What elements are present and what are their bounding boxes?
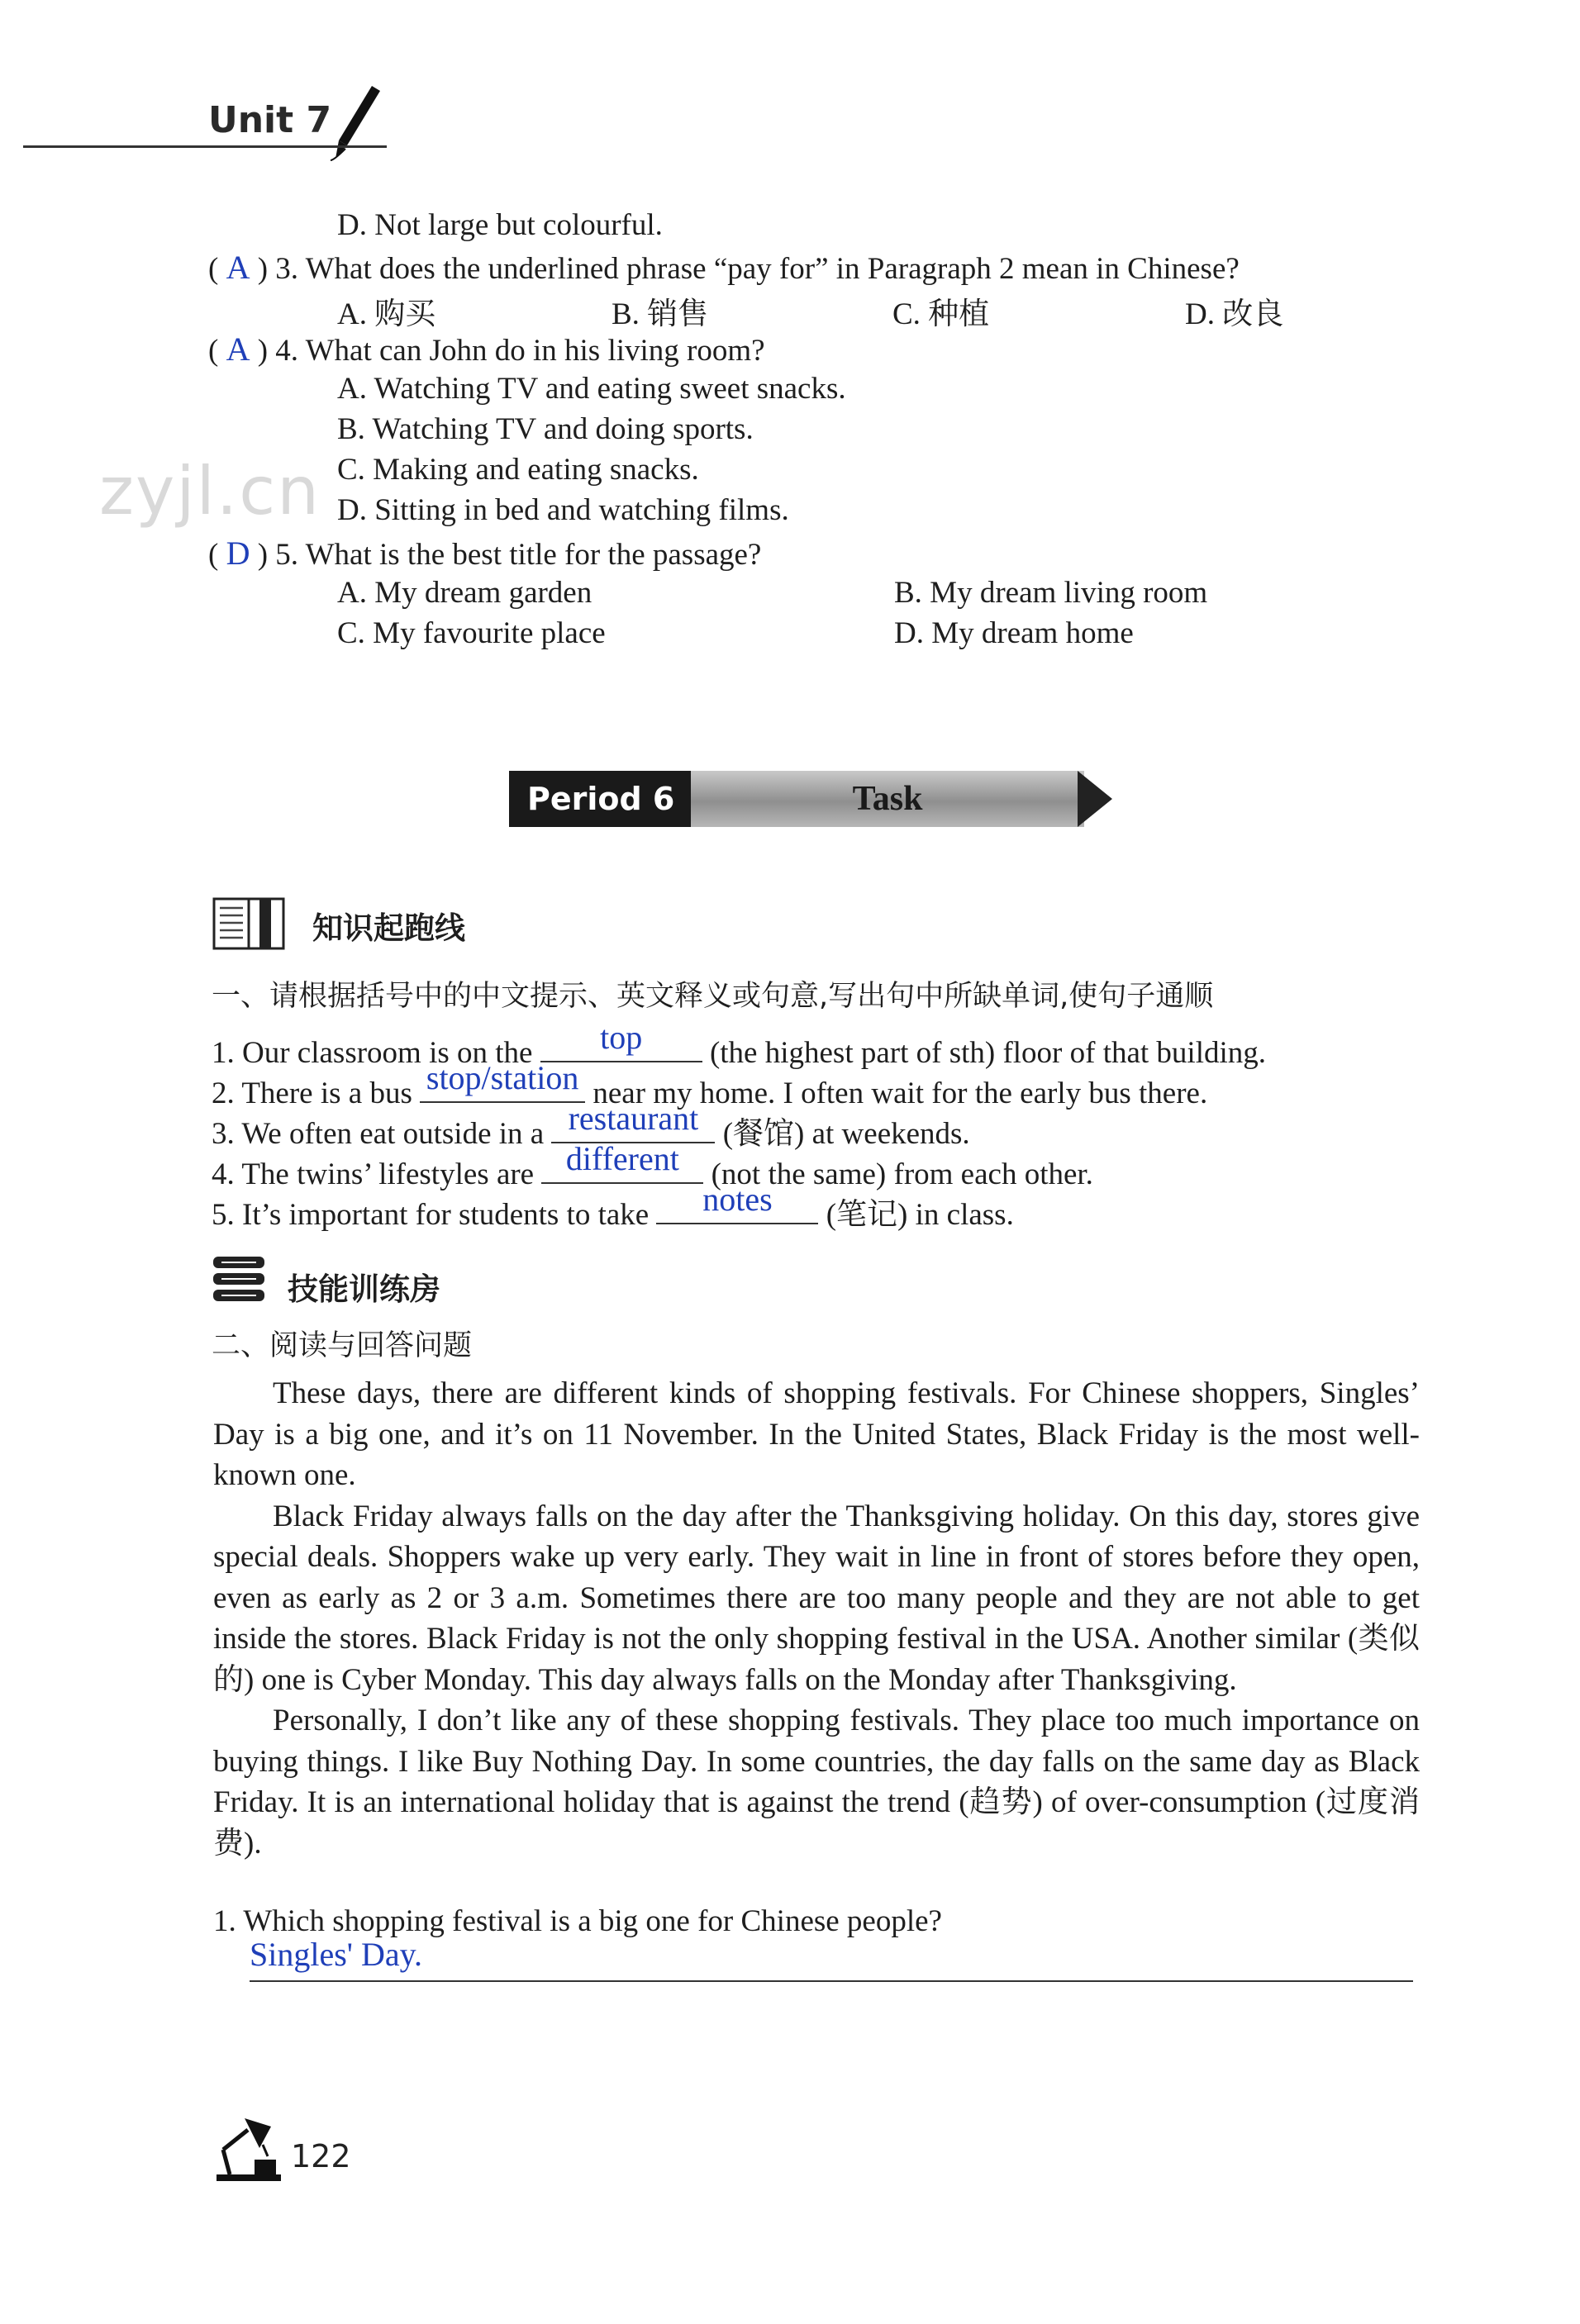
option-a: A. My dream garden — [337, 576, 592, 610]
option-b: B. My dream living room — [894, 576, 1208, 610]
option-c: C. 种植 — [892, 297, 990, 331]
question-text-end: ” in Paragraph 2 mean in Chinese? — [815, 252, 1240, 286]
section-heading: 技能训练房 — [288, 1271, 440, 1307]
fill-text: (笔记) in class. — [818, 1198, 1014, 1232]
book-icon — [212, 895, 286, 953]
option-d: D. Sitting in bed and watching films. — [337, 493, 789, 527]
fill-blank — [656, 1181, 818, 1224]
period-title: Task — [691, 771, 1084, 827]
fill-text: near my home. I often wait for the early bus there. — [585, 1076, 1208, 1110]
underlined-phrase: pay for — [727, 252, 816, 286]
answer-paren-close: ) — [250, 538, 276, 572]
question-5 — [208, 534, 761, 573]
passage-paragraph: Personally, I don’t like any of these shopping festivals. They place too much importance on buying things. I like Buy Nothing Day. In some countries, the day falls on the same day as Black Friday. It is an international holiday that is against the trend (趋势) of over-consumption (过度消费). — [213, 1704, 1420, 1861]
fill-text: (the highest part of sth) floor of that building. — [702, 1036, 1267, 1070]
answer-paren-open: ( — [208, 252, 226, 286]
fill-answer: different — [565, 1140, 679, 1177]
option-b: B. Watching TV and doing sports. — [337, 412, 754, 446]
prev-option-d: D. Not large but colourful. — [337, 208, 663, 242]
option-b: B. 销售 — [612, 297, 709, 331]
fill-blank — [541, 1140, 703, 1184]
books-stack-icon — [212, 1253, 266, 1305]
fill-text: (not the same) from each other. — [703, 1157, 1093, 1191]
section-instruction: 一、请根据括号中的中文提示、英文释义或句意,写出句中所缺单词,使句子通顺 — [212, 980, 1214, 1013]
answer-paren-close: ) — [250, 252, 276, 286]
section-instruction: 二、阅读与回答问题 — [212, 1329, 473, 1362]
passage-paragraph: Black Friday always falls on the day after the Thanksgiving holiday. On this day, stores give special deals. Shoppers wake up very early. They wait in line in front of stores before they open, even as early as 2 or 3 a.m. Sometimes there are too many people and they are not able to get inside the stores. Black Friday is not the only shopping festival in the USA. Another similar (类似的) one is Cyber Monday. This day always falls on the Monday after Thanksgiving. — [213, 1499, 1420, 1697]
option-a: A. Watching TV and eating sweet snacks. — [337, 372, 846, 406]
unit-title: Unit 7 — [208, 99, 332, 141]
period-banner — [509, 771, 1112, 829]
fill-answer: restaurant — [568, 1100, 699, 1137]
question-text: 3. What does the underlined phrase “ — [275, 252, 728, 286]
fill-answer: notes — [702, 1181, 773, 1218]
pen-icon — [329, 83, 383, 162]
answer-choice: A — [226, 330, 250, 368]
watermark: zyjl.cn — [99, 453, 321, 530]
fill-text: 5. It’s important for students to take — [212, 1198, 657, 1232]
answer-paren-close: ) — [250, 334, 276, 368]
question-4 — [208, 330, 765, 368]
fill-answer: top — [600, 1019, 643, 1056]
reading-answer-1: Singles' Day. — [250, 1936, 423, 1973]
fill-blank — [551, 1100, 715, 1143]
fill-text: 4. The twins’ lifestyles are — [212, 1157, 542, 1191]
header-rule — [23, 145, 387, 148]
fill-answer: stop/station — [426, 1059, 579, 1096]
answer-choice: D — [226, 535, 250, 572]
option-d: D. My dream home — [894, 616, 1134, 650]
option-c: C. My favourite place — [337, 616, 606, 650]
passage-paragraph: These days, there are different kinds of shopping festivals. For Chinese shoppers, Singles’ Day is a big one, and it’s on 11 November. In the United States, Black Friday is the most well-known one. — [213, 1376, 1420, 1492]
page-number: 122 — [291, 2138, 351, 2174]
fill-text: 3. We often eat outside in a — [212, 1117, 552, 1151]
option-a: A. 购买 — [337, 297, 436, 331]
option-d: D. 改良 — [1185, 297, 1284, 331]
arrow-right-icon — [1078, 771, 1112, 827]
answer-choice: A — [226, 249, 250, 286]
answer-paren-open: ( — [208, 538, 226, 572]
desk-lamp-icon — [213, 2112, 284, 2184]
fill-text: 1. Our classroom is on the — [212, 1036, 540, 1070]
fill-blank — [540, 1019, 702, 1062]
fill-item-4 — [212, 1140, 1093, 1192]
fill-blank — [420, 1059, 585, 1103]
period-label: Period 6 — [509, 771, 691, 827]
answer-line — [250, 1980, 1413, 1982]
question-text: 4. What can John do in his living room? — [275, 334, 765, 368]
fill-item-1 — [212, 1019, 1267, 1071]
answer-paren-open: ( — [208, 334, 226, 368]
reading-question-1: 1. Which shopping festival is a big one for Chinese people? — [213, 1904, 942, 1938]
question-3 — [208, 248, 1240, 287]
fill-text: 2. There is a bus — [212, 1076, 421, 1110]
fill-text: (餐馆) at weekends. — [715, 1117, 970, 1151]
reading-passage — [213, 1373, 1420, 1864]
question-text: 5. What is the best title for the passage? — [275, 538, 762, 572]
section-heading: 知识起跑线 — [312, 910, 465, 946]
option-c: C. Making and eating snacks. — [337, 453, 699, 487]
fill-item-5 — [212, 1181, 1014, 1233]
